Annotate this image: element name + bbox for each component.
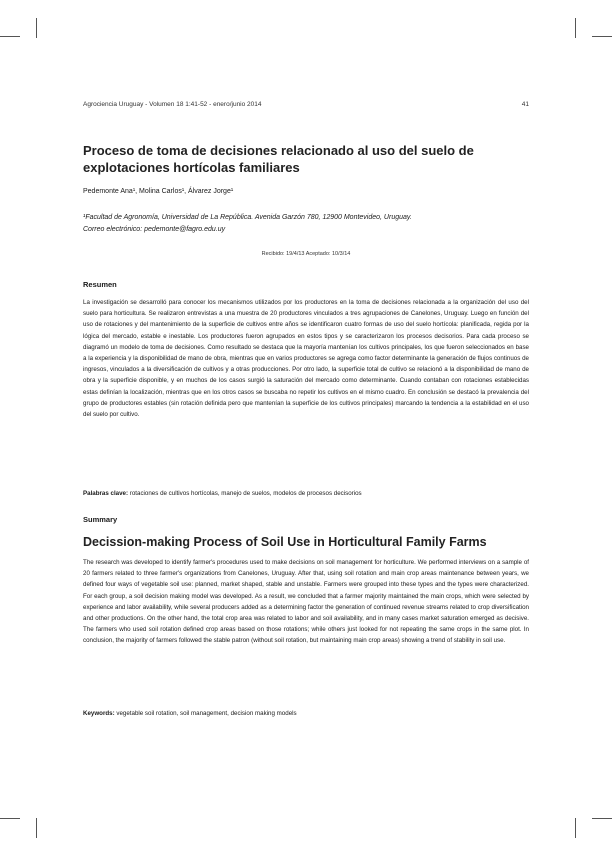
keywords-value: rotaciones de cultivos hortícolas, manejo de suelos, modelos de procesos decisorios: [129, 490, 362, 497]
keywords-label-en: Keywords:: [83, 710, 115, 717]
authors: Pedemonte Ana¹, Molina Carlos¹, Álvarez Jorge¹: [83, 188, 234, 195]
keywords-label: Palabras clave:: [83, 490, 129, 497]
affiliation: ¹Facultad de Agronomía, Universidad de La República. Avenida Garzón 780, 12900 Montevideo, Uruguay.: [83, 214, 412, 221]
crop-mark: [0, 818, 20, 819]
crop-mark: [575, 18, 576, 38]
journal-citation: Agrociencia Uruguay - Volumen 18 1:41-52 - enero/junio 2014: [83, 101, 262, 108]
crop-mark: [592, 36, 612, 37]
crop-mark: [36, 18, 37, 38]
article-title: Proceso de toma de decisiones relacionado al uso del suelo de explotaciones hortícolas familiares: [83, 143, 474, 175]
summary-heading: Summary: [83, 515, 118, 524]
crop-mark: [575, 818, 576, 838]
summary-text: The research was developed to identify farmer's procedures used to make decisions on soil management for horticulture. We performed interviews on a sample of 20 farmers related to three farmer's organizations from Canelones, Uruguay. After that, using soil rotation and main crop areas maintenance between years, we defined four ways of vegetable soil use: planned, market shaped, stable and unstable. Farmers were grouped into these types and the types were characterized. For each group, a soil decision making model was developed. As a result, we concluded that a farmer majority maintained the main crops, which were selected by experience and labor availability, while several producers added as a determining factor the generation of continued revenue streams related to crop diversification and other productions. On the other hand, the total crop area was related to labor and soil availability, and in many cases market saturation emerged as decisive. The farmers who used soil rotation defined crop areas based on those rotations; while others just looked for not repeating the same crops in the same plot. In conclusion, the majority of farmers followed the stable patron (without soil rotation, but maintaining main crop areas) showing a trend of stability in soil use.: [83, 559, 529, 645]
crop-mark: [36, 818, 37, 838]
resumen-text: La investigación se desarrolló para conocer los mecanismos utilizados por los productores en la toma de decisiones relacionada a la organización del uso del suelo para horticultura. Se realizaron entrevistas a una muestra de 20 productores vinculados a tres agrupaciones de Canelones, Uruguay. Luego en función del uso de rotaciones y del mantenimiento de la superficie de cultivos entre años se identificaron cuatro formas de uso del suelo hortícola: planificada, regida por la lógica del mercado, estable e inestable. Los productores fueron agrupados en estos tipos y se caracterizaron los procesos decisorios. Para cada proceso se diagramó un modelo de toma de decisiones. Como resultado se destaca que la mayoría mantenían los cultivos principales, los que fueron seleccionados en base a la experiencia y la disponibilidad de mano de obra, mientras que en varios productores se agrega como factor determinante la generación de flujos continuos de ingresos, vinculados a la diversificación de cultivos y a otras producciones. Por otro lado, la superficie total de cultivo se relacionó a la disponibilidad de mano de obra y la superficie disponible, y en muchos de los casos surgió la saturación del mercado como determinante. Cuando contaban con rotaciones establecidas estas definían la localización, mientras que en los otros casos se buscaba no repetir los cultivos en el mismo cuadro. En conclusión se destacó la prevalencia del grupo de productores estables (sin rotación definida pero que mantenían la superficie de los cultivos principales) marcando la tendencia a la estabilidad en el uso del suelo por cultivo.: [83, 299, 529, 419]
received-accepted-dates: Recibido: 19/4/13 Aceptado: 10/3/14: [261, 251, 351, 257]
page-number: 41: [521, 101, 529, 108]
keywords: [83, 710, 529, 717]
english-title: Decission-making Process of Soil Use in Horticultural Family Farms: [83, 535, 487, 549]
crop-mark: [0, 36, 20, 37]
palabras-clave: [83, 490, 529, 497]
resumen-heading: Resumen: [83, 280, 117, 289]
affiliation-block: [83, 212, 529, 236]
running-header: [83, 101, 529, 108]
email: Correo electrónico: pedemonte@fagro.edu.uy: [83, 226, 226, 233]
keywords-value-en: vegetable soil rotation, soil management, decision making models: [116, 710, 297, 717]
crop-mark: [592, 818, 612, 819]
